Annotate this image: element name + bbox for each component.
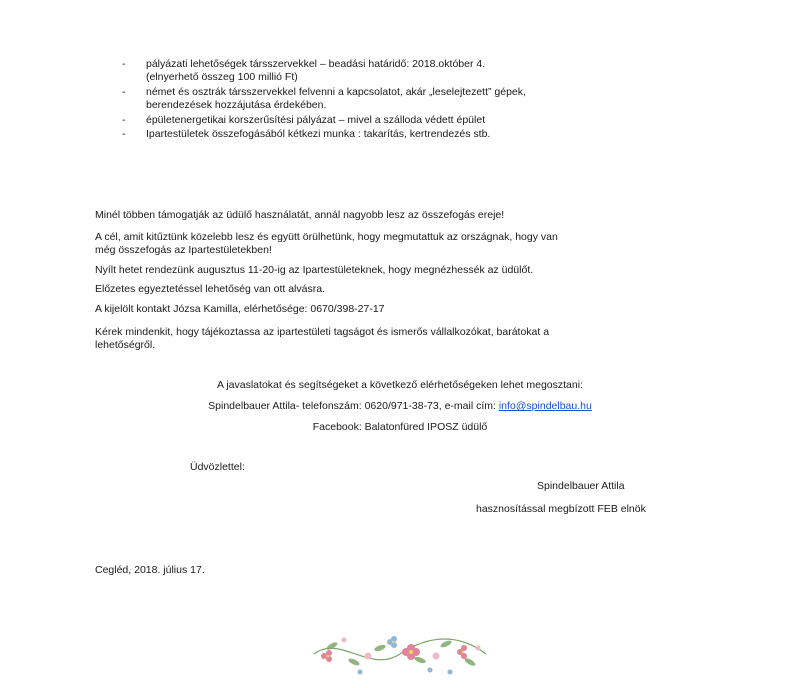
- signer-name: Spindelbauer Attila: [537, 480, 625, 492]
- bullet-text: (elnyerhető összeg 100 millió Ft): [146, 71, 298, 83]
- bullet-marker: -: [122, 114, 126, 126]
- paragraph-line: Nyílt hetet rendezünk augusztus 11-20-ig az Ipartestületeknek, hogy megnézhessék az üdülőt.: [95, 264, 534, 276]
- bullet-marker: -: [122, 86, 126, 98]
- email-link[interactable]: info@spindelbau.hu: [498, 400, 592, 412]
- contact-phone-email: [0, 400, 800, 413]
- paragraph-line: Kérek mindenkit, hogy tájékoztassa az ipartestületi tagságot és ismerős vállalkozókat, barátokat a: [95, 326, 550, 338]
- paragraph-line: A cél, amit kitűztünk közelebb lesz és együtt örülhetünk, hogy megmutattuk az országnak, hogy van: [95, 231, 558, 243]
- paragraph-line: Előzetes egyeztetéssel lehetőség van ott alvásra.: [95, 283, 325, 295]
- paragraph-line: lehetőségről.: [95, 339, 156, 351]
- bullet-text: Ipartestületek összefogásából kétkezi munka : takarítás, kertrendezés stb.: [146, 128, 491, 140]
- bullet-marker: -: [122, 58, 126, 70]
- paragraph-line: Minél többen támogatják az üdülő használatát, annál nagyobb lesz az összefogás ereje!: [95, 209, 505, 221]
- place-date: Cegléd, 2018. július 17.: [95, 564, 205, 576]
- signer-title: hasznosítással megbízott FEB elnök: [476, 503, 646, 515]
- bullet-marker: -: [122, 128, 126, 140]
- contact-facebook: Facebook: Balatonfüred IPOSZ üdülő: [312, 421, 488, 433]
- contact-phone: Spindelbauer Attila- telefonszám: 0620/971-38-73, e-mail cím:: [208, 400, 499, 412]
- paragraph-line: még összefogás az Ipartestületekben!: [95, 244, 272, 256]
- bullet-text: pályázati lehetőségek társszervekkel – beadási határidő: 2018.október 4.: [146, 58, 486, 70]
- floral-ornament-icon: [310, 626, 490, 682]
- greeting: Üdvözlettel:: [190, 461, 245, 473]
- bullet-text: épületenergetikai korszerűsítési pályázat – mivel a szálloda védett épület: [146, 114, 486, 126]
- bullet-text: berendezések hozzájutása érdekében.: [146, 99, 327, 111]
- bullet-text: német és osztrák társszervekkel felvenni a kapcsolatot, akár „leselejtezett” gépek,: [146, 86, 526, 98]
- paragraph-line: A kijelölt kontakt Józsa Kamilla, elérhetősége: 0670/398-27-17: [95, 303, 385, 315]
- contact-intro: A javaslatokat és segítségeket a következő elérhetőségeken lehet megosztani:: [217, 379, 583, 391]
